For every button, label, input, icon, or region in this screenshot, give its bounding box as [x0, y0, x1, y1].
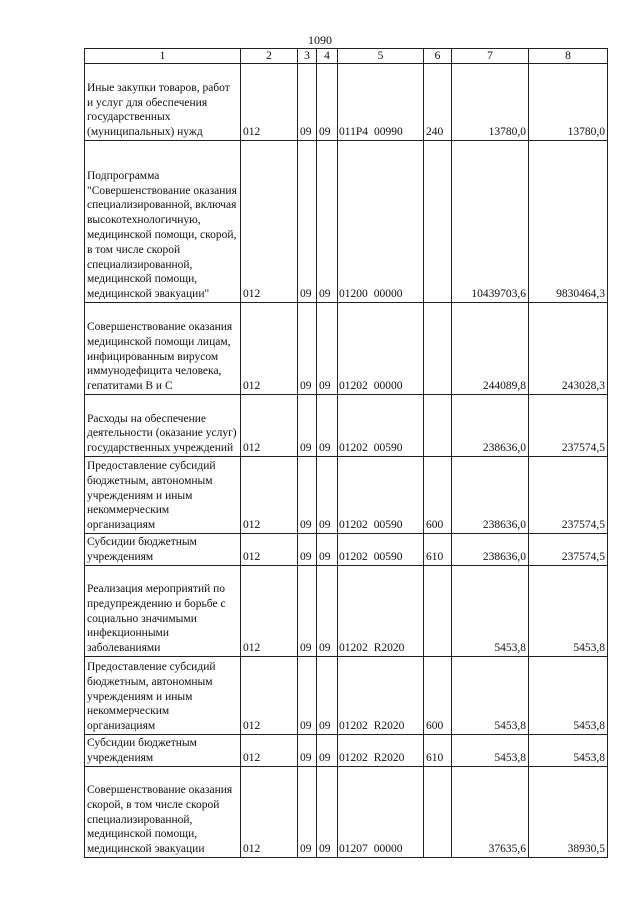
target-article-part: 01200 [339, 288, 368, 301]
expense-type-code: 600 [424, 457, 452, 534]
table-row [85, 457, 608, 534]
target-article-part: 00590 [373, 442, 403, 455]
target-article-part: 01202 [339, 752, 368, 765]
ved-code: 012 [241, 657, 298, 735]
subsection-code: 09 [317, 141, 338, 303]
target-article-code [338, 735, 424, 767]
expense-type-code: 610 [424, 735, 452, 767]
subsection-code: 09 [317, 534, 338, 566]
subsection-code: 09 [317, 767, 338, 858]
target-article-part: 00000 [373, 843, 403, 856]
amount-2: 243028,3 [529, 303, 608, 395]
item-name: Предоставление субсидий бюджетным, автономным учреждениям и иным некоммерческим организациям [85, 457, 241, 534]
section-code: 09 [298, 534, 317, 566]
expense-type-code [424, 395, 452, 457]
amount-1: 238636,0 [452, 457, 529, 534]
amount-2: 237574,5 [529, 534, 608, 566]
item-name: Предоставление субсидий бюджетным, автономным учреждениям и иным некоммерческим организациям [85, 657, 241, 735]
amount-1: 5453,8 [452, 735, 529, 767]
table-row [85, 534, 608, 566]
target-article-part: 00000 [373, 288, 403, 301]
expense-type-code [424, 566, 452, 657]
ved-code: 012 [241, 534, 298, 566]
ved-code: 012 [241, 64, 298, 141]
table-row [85, 657, 608, 735]
ved-code: 012 [241, 457, 298, 534]
target-article-code [338, 534, 424, 566]
target-article-part: 00990 [373, 126, 403, 139]
target-article-code [338, 457, 424, 534]
amount-1: 5453,8 [452, 657, 529, 735]
amount-2: 38930,5 [529, 767, 608, 858]
item-name: Расходы на обеспечение деятельности (оказание услуг) государственных учреждений [85, 395, 241, 457]
ved-code: 012 [241, 735, 298, 767]
amount-1: 238636,0 [452, 395, 529, 457]
expense-type-code: 240 [424, 64, 452, 141]
header-cell: 3 [298, 49, 317, 64]
target-article-part: 00590 [373, 519, 403, 532]
table-row [85, 767, 608, 858]
section-code: 09 [298, 566, 317, 657]
table-row [85, 566, 608, 657]
expense-type-code [424, 303, 452, 395]
table-row [85, 735, 608, 767]
amount-2: 237574,5 [529, 395, 608, 457]
amount-1: 13780,0 [452, 64, 529, 141]
target-article-part: R2020 [373, 720, 405, 733]
section-code: 09 [298, 457, 317, 534]
header-cell: 8 [529, 49, 608, 64]
budget-table [84, 48, 608, 858]
amount-2: 5453,8 [529, 735, 608, 767]
section-code: 09 [298, 735, 317, 767]
item-name: Совершенствование оказания скорой, в том числе скорой специализированной, медицинской помощи, медицинской эвакуации [85, 767, 241, 858]
section-code: 09 [298, 395, 317, 457]
amount-2: 5453,8 [529, 657, 608, 735]
amount-1: 5453,8 [452, 566, 529, 657]
header-cell: 7 [452, 49, 529, 64]
ved-code: 012 [241, 303, 298, 395]
section-code: 09 [298, 303, 317, 395]
header-row [85, 49, 608, 64]
target-article-part: R2020 [373, 752, 405, 765]
header-cell: 2 [241, 49, 298, 64]
target-article-part: 011P4 [339, 126, 368, 139]
target-article-part: 01202 [339, 380, 368, 393]
item-name: Подпрограмма "Совершенствование оказания специализированной, включая высокотехнологичную, медицинской помощи, скорой, в том числе скорой специализированной, медицинской помощи, медицинской эвакуации" [85, 141, 241, 303]
item-name: Субсидии бюджетным учреждениям [85, 735, 241, 767]
expense-type-code [424, 141, 452, 303]
target-article-part: 00000 [373, 380, 403, 393]
section-code: 09 [298, 657, 317, 735]
target-article-code [338, 64, 424, 141]
table-row [85, 141, 608, 303]
page-number: 1090 [308, 33, 332, 47]
expense-type-code [424, 767, 452, 858]
subsection-code: 09 [317, 303, 338, 395]
amount-1: 37635,6 [452, 767, 529, 858]
target-article-part: R2020 [373, 642, 405, 655]
target-article-part: 01207 [339, 843, 368, 856]
item-name: Иные закупки товаров, работ и услуг для обеспечения государственных (муниципальных) нужд [85, 64, 241, 141]
header-cell: 1 [85, 49, 241, 64]
ved-code: 012 [241, 767, 298, 858]
ved-code: 012 [241, 566, 298, 657]
target-article-code [338, 303, 424, 395]
target-article-code [338, 395, 424, 457]
target-article-code [338, 767, 424, 858]
ved-code: 012 [241, 141, 298, 303]
header-cell: 6 [424, 49, 452, 64]
expense-type-code: 600 [424, 657, 452, 735]
target-article-part: 01202 [339, 551, 368, 564]
item-name: Реализация мероприятий по предупреждению и борьбе с социально значимыми инфекционными заболеваниями [85, 566, 241, 657]
subsection-code: 09 [317, 657, 338, 735]
section-code: 09 [298, 141, 317, 303]
subsection-code: 09 [317, 735, 338, 767]
ved-code: 012 [241, 395, 298, 457]
section-code: 09 [298, 767, 317, 858]
subsection-code: 09 [317, 395, 338, 457]
item-name: Субсидии бюджетным учреждениям [85, 534, 241, 566]
target-article-part: 00590 [373, 551, 403, 564]
table-row [85, 64, 608, 141]
target-article-code [338, 566, 424, 657]
amount-2: 9830464,3 [529, 141, 608, 303]
section-code: 09 [298, 64, 317, 141]
target-article-part: 01202 [339, 442, 368, 455]
amount-1: 10439703,6 [452, 141, 529, 303]
amount-2: 5453,8 [529, 566, 608, 657]
subsection-code: 09 [317, 457, 338, 534]
target-article-part: 01202 [339, 642, 368, 655]
target-article-code [338, 657, 424, 735]
subsection-code: 09 [317, 64, 338, 141]
amount-2: 13780,0 [529, 64, 608, 141]
table-row [85, 395, 608, 457]
target-article-part: 01202 [339, 720, 368, 733]
header-cell: 5 [338, 49, 424, 64]
amount-1: 238636,0 [452, 534, 529, 566]
amount-2: 237574,5 [529, 457, 608, 534]
subsection-code: 09 [317, 566, 338, 657]
table-row [85, 303, 608, 395]
target-article-code [338, 141, 424, 303]
amount-1: 244089,8 [452, 303, 529, 395]
item-name: Совершенствование оказания медицинской помощи лицам, инфицированным вирусом иммунодефицита человека, гепатитами В и С [85, 303, 241, 395]
header-cell: 4 [317, 49, 338, 64]
expense-type-code: 610 [424, 534, 452, 566]
target-article-part: 01202 [339, 519, 368, 532]
